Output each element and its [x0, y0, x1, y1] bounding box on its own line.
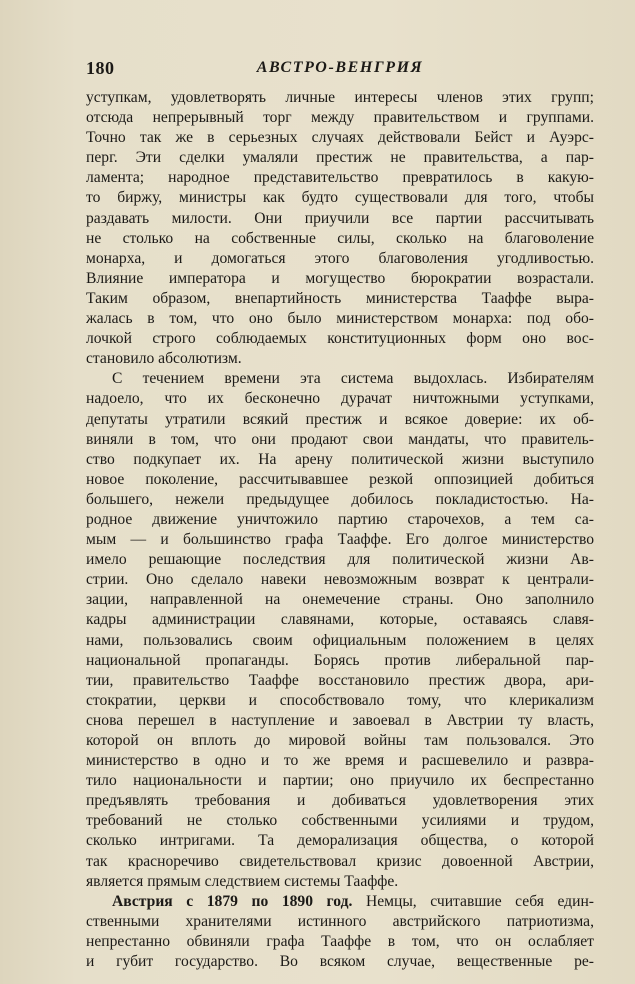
text-line: министерство в одно и то же время и расшевелило и развра-: [86, 752, 594, 770]
body-text: [86, 88, 594, 972]
text-line: которой он вплоть до мировой войны там пользовался. Это: [86, 732, 594, 749]
text-line: депутаты утратили всякий престиж и всякое доверие: их об-: [86, 410, 594, 428]
running-title: АВСТРО-ВЕНГРИЯ: [256, 59, 424, 76]
text-line: стократии, церкви и способствовало тому, что клерикализм: [86, 691, 594, 709]
text-line: то биржу, министры как будто существовали для того, чтобы: [86, 189, 594, 207]
text-line: Таким образом, внепартийность министерства Тааффе выра-: [86, 289, 594, 307]
text-line: кадры администрации славянами, которые, оставаясь славя-: [86, 611, 594, 629]
text-line: ство подкупает их. На арену политической жизни выступило: [86, 450, 594, 468]
text-line: надоело, что их бесконечно дурачат ничтожными уступками,: [86, 390, 594, 408]
text-line: национальной пропаганды. Борясь против либеральной пар-: [86, 651, 594, 669]
text-line: монарха, и домогаться этого благоволения угодливостью.: [86, 249, 594, 267]
text-line: Влияние императора и могущество бюрократии возрастали.: [86, 269, 594, 287]
text-line: тии, правительство Тааффе восстановило престиж двора, ари-: [86, 671, 594, 689]
text-line: мым — и большинство графа Тааффе. Его долгое министерство: [86, 531, 594, 549]
text-line: раздавать милости. Они приучили все партии рассчитывать: [86, 209, 594, 227]
text-line: предъявлять требования и добиваться удовлетворения этих: [86, 792, 594, 810]
page-header: [86, 58, 594, 82]
text-line: так красноречиво свидетельствовал кризис довоенной Австрии,: [86, 852, 594, 870]
text-line: перг. Эти сделки умаляли престиж не правительства, а пар-: [86, 149, 594, 167]
text-line: становило абсолютизм.: [86, 350, 242, 368]
text-line: сколько интригами. Та деморализация общества, о которой: [86, 832, 594, 850]
text-line: имело решающие последствия для политической жизни Ав-: [86, 551, 594, 569]
text-line: снова перешел в наступление и завоевал в Австрии ту власть,: [86, 711, 594, 729]
text-line: ственными хранителями истинного австрийского патриотизма,: [86, 912, 594, 930]
text-line: зации, направленной на онемечение страны. Оно заполнило: [86, 591, 594, 609]
text-line: виняли в том, что они продают свои мандаты, что правитель-: [86, 430, 594, 448]
text-line: лочкой строго соблюдаемых конституционных форм оно вос-: [86, 330, 594, 348]
text-line: большего, нежели предыдущее добилось покладистостью. На-: [86, 490, 594, 508]
text-line: жалась в том, что оно было министерством монарха: под обо-: [86, 310, 594, 328]
text-line: тило национальности и партии; оно приучило их беспрестанно: [86, 772, 594, 790]
text-line: и губит государство. Во всяком случае, вещественные ре-: [86, 953, 594, 971]
text-line: отсюда непрерывный торг между правительством и группами.: [86, 109, 594, 127]
text-line: С течением времени эта система выдохлась. Избирателям: [112, 370, 594, 388]
text-line: родное движение уничтожило партию старочехов, а тем са-: [86, 510, 594, 528]
text-line: новое поколение, рассчитывавшее резкой оппозицией добиться: [86, 470, 594, 488]
text-line: ламента; народное представительство превратилось в какую-: [86, 169, 594, 187]
text-line: непрестанно обвиняли графа Тааффе в том, что он ослабляет: [86, 932, 594, 950]
text-line: уступкам, удовлетворять личные интересы членов этих групп;: [86, 89, 594, 106]
section-lead: Австрия с 1879 по 1890 год.: [112, 892, 353, 910]
text-line: не столько на собственные силы, сколько на благоволение: [86, 229, 594, 247]
text-line: нами, пользовались своим официальным положением в целях: [86, 631, 594, 649]
text-line: является прямым следствием системы Тааффе.: [86, 872, 399, 890]
text-line: [86, 892, 594, 912]
text-line: Точно так же в серьезных случаях действовали Бейст и Ауэрс-: [86, 129, 594, 147]
text-line: требований не столько собственными усилиями и трудом,: [86, 812, 594, 830]
text-line: стрии. Оно сделало навеки невозможным возврат к централи-: [86, 571, 594, 589]
page-number: 180: [86, 58, 115, 78]
text-span: Немцы, считавшие себя един-: [352, 892, 594, 910]
